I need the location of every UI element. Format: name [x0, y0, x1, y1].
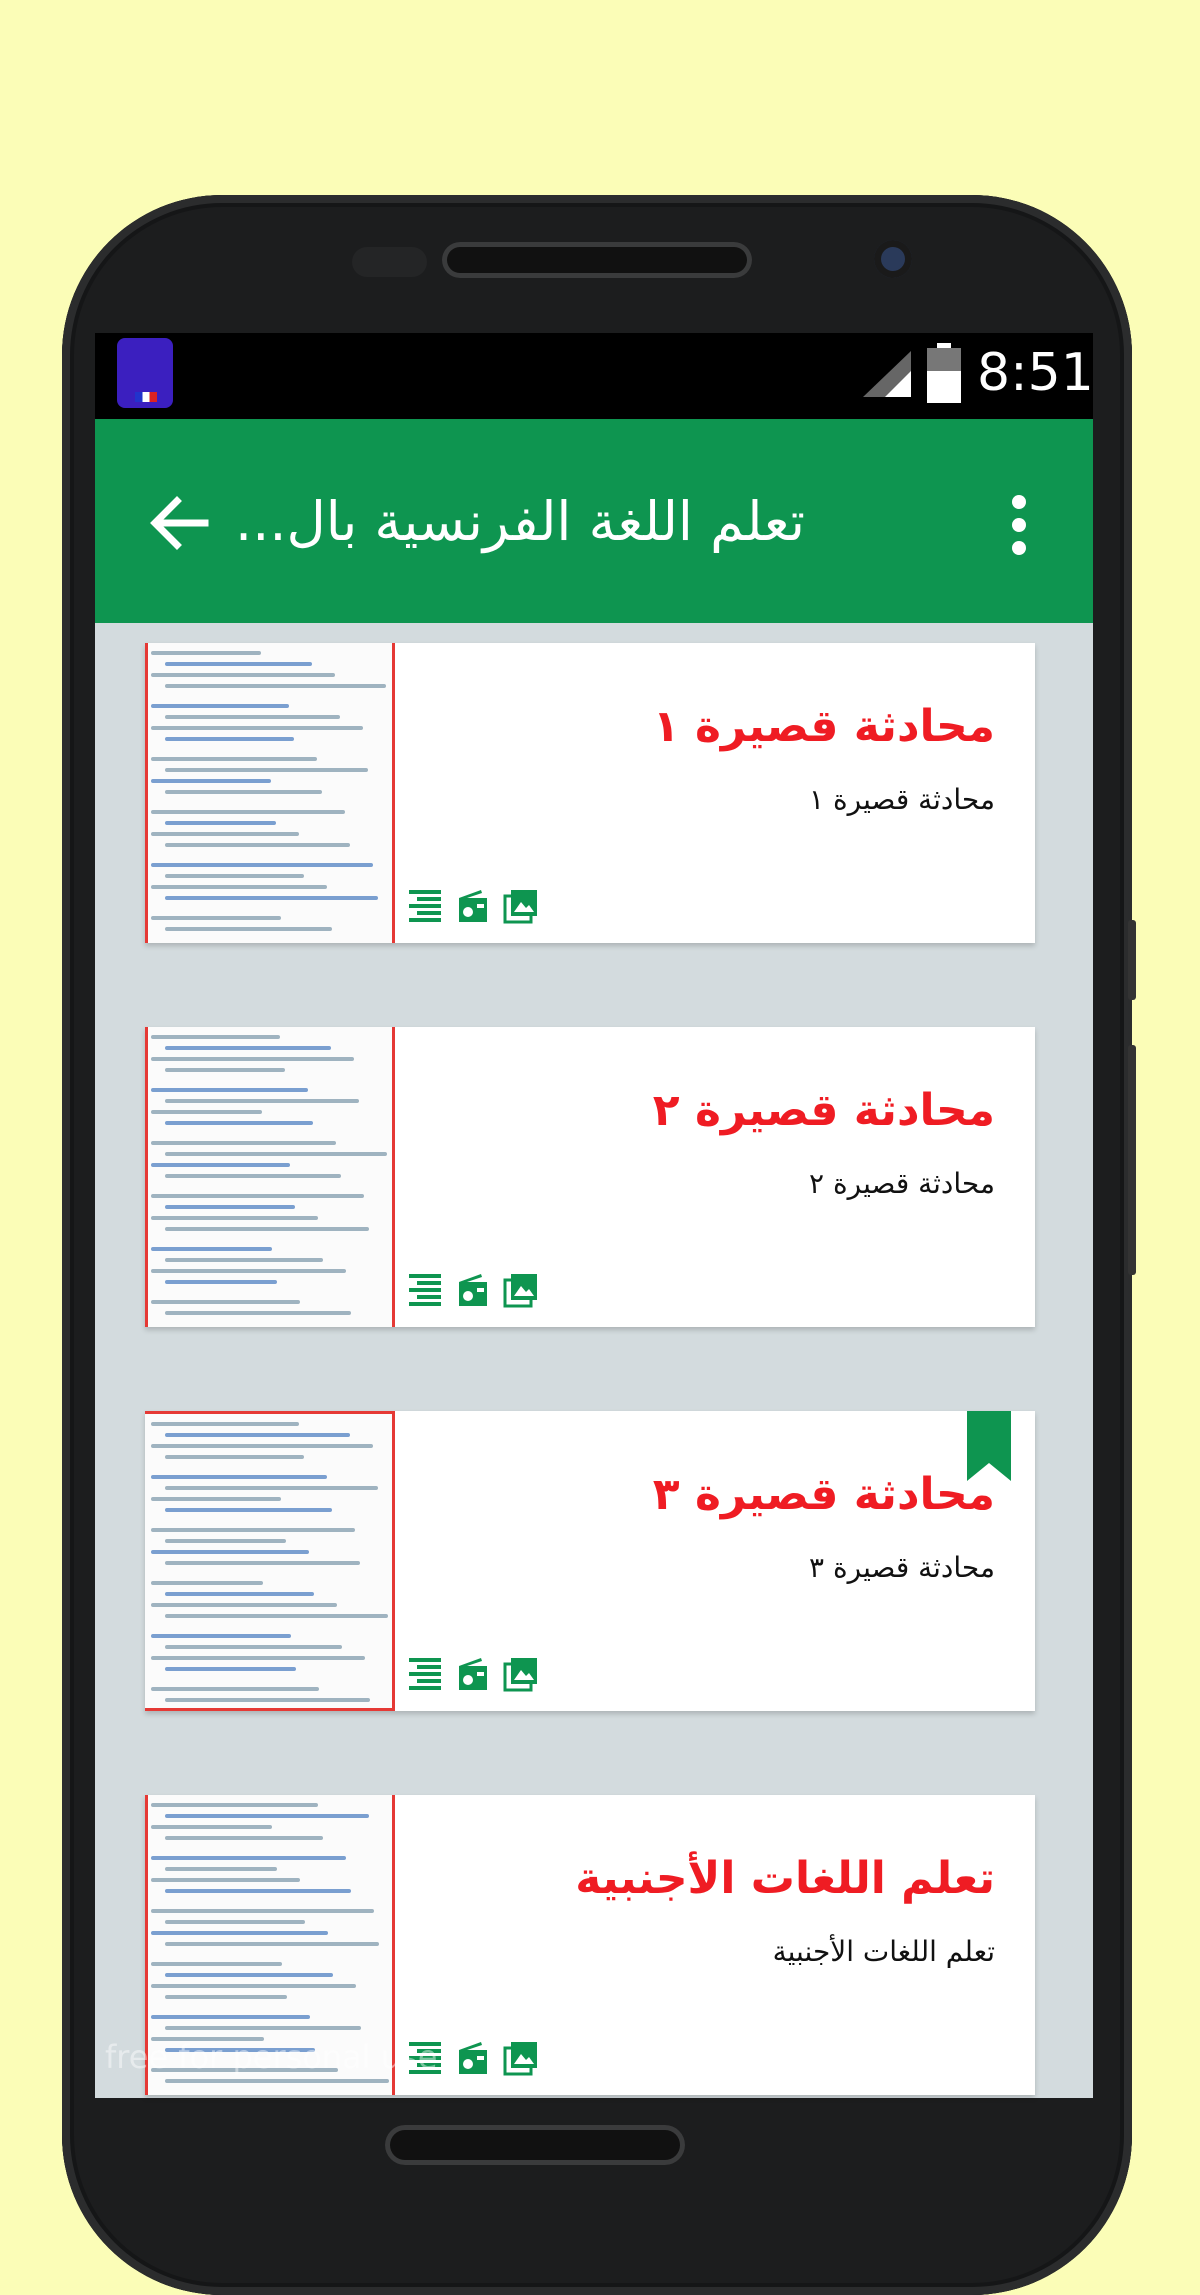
thumbnail-text-line — [151, 1803, 318, 1807]
volume-button — [1128, 1045, 1136, 1275]
status-time: 8:51 — [977, 343, 1094, 403]
signal-icon — [863, 351, 911, 397]
card-subtitle: محادثة قصيرة ٣ — [809, 1551, 995, 1584]
screen — [95, 333, 1093, 2098]
thumbnail-text-line — [165, 1455, 304, 1459]
thumbnail-text-line — [165, 1889, 351, 1893]
back-arrow-icon[interactable] — [147, 491, 211, 555]
thumbnail-text-line — [165, 1174, 341, 1178]
thumbnail-text-line — [165, 1667, 296, 1671]
thumbnail-text-line — [151, 1194, 364, 1198]
thumbnail-text-line — [151, 1110, 262, 1114]
thumbnail-text-line — [165, 1614, 388, 1618]
more-options-icon[interactable] — [1005, 489, 1033, 559]
thumbnail-text-line — [165, 1068, 285, 1072]
card-icons — [407, 888, 539, 924]
thumbnail-text-line — [165, 1539, 286, 1543]
thumbnail-image — [145, 643, 395, 943]
thumbnail-text-line — [165, 821, 276, 825]
thumbnail-text-line — [151, 1878, 300, 1882]
image-icon[interactable] — [503, 2040, 539, 2076]
thumbnail-text-line — [165, 2026, 361, 2030]
status-bar — [95, 333, 1093, 419]
thumbnail-text-line — [151, 863, 373, 867]
image-icon[interactable] — [503, 1656, 539, 1692]
thumbnail-text-line — [151, 916, 281, 920]
thumbnail-text-line — [151, 832, 299, 836]
thumbnail-text-line — [165, 1433, 350, 1437]
thumbnail-text-line — [151, 1247, 272, 1251]
thumbnail-image — [145, 1027, 395, 1327]
list-item[interactable] — [145, 643, 1035, 943]
thumbnail-text-line — [165, 2079, 389, 2083]
thumbnail-text-line — [151, 885, 327, 889]
thumbnail-text-line — [151, 1603, 337, 1607]
thumbnail-text-line — [151, 1581, 263, 1585]
side-button — [1128, 920, 1136, 1000]
thumbnail-text-line — [151, 1962, 282, 1966]
thumbnail-text-line — [165, 768, 368, 772]
thumbnail-text-line — [165, 1121, 313, 1125]
image-icon[interactable] — [503, 1272, 539, 1308]
thumbnail-text-line — [165, 790, 322, 794]
thumbnail-text-line — [151, 1687, 319, 1691]
card-title: تعلم اللغات الأجنبية — [575, 1853, 995, 1904]
thumbnail-text-line — [151, 1528, 355, 1532]
text-lines-icon[interactable] — [407, 888, 443, 924]
thumbnail-text-line — [151, 1634, 291, 1638]
card-subtitle: محادثة قصيرة ٢ — [809, 1167, 995, 1200]
radio-icon[interactable] — [455, 2040, 491, 2076]
thumbnail-text-line — [165, 1920, 305, 1924]
thumbnail-text-line — [165, 1152, 387, 1156]
thumbnail-text-line — [151, 1984, 356, 1988]
thumbnail-text-line — [151, 1550, 309, 1554]
list-item[interactable] — [145, 1411, 1035, 1711]
thumbnail-text-line — [165, 1836, 323, 1840]
card-title: محادثة قصيرة ١ — [652, 701, 995, 752]
thumbnail-text-line — [165, 684, 386, 688]
watermark: free for personal use — [105, 2038, 438, 2076]
thumbnail-text-line — [165, 874, 304, 878]
thumbnail-text-line — [151, 757, 317, 761]
thumbnail-text-line — [165, 1311, 351, 1315]
thumbnail-text-line — [151, 1163, 290, 1167]
thumbnail-text-line — [151, 1497, 281, 1501]
thumbnail-text-line — [165, 1258, 323, 1262]
thumbnail-text-line — [165, 1814, 369, 1818]
radio-icon[interactable] — [455, 1656, 491, 1692]
french-flag-icon — [135, 392, 157, 402]
thumbnail-text-line — [165, 1645, 342, 1649]
card-icons — [407, 1656, 539, 1692]
card-subtitle: محادثة قصيرة ١ — [809, 783, 995, 816]
card-title: محادثة قصيرة ٢ — [652, 1085, 995, 1136]
thumbnail-text-line — [151, 726, 363, 730]
card-subtitle: تعلم اللغات الأجنبية — [772, 1935, 995, 1968]
front-camera — [874, 240, 912, 278]
thumbnail-text-line — [165, 1561, 360, 1565]
thumbnail-text-line — [151, 1656, 365, 1660]
earpiece-speaker — [442, 242, 752, 278]
thumbnail-text-line — [165, 1942, 379, 1946]
thumbnail-text-line — [151, 1444, 373, 1448]
thumbnail-text-line — [165, 1046, 331, 1050]
app-bar — [95, 419, 1093, 623]
thumbnail-text-line — [165, 1995, 287, 1999]
thumbnail-text-line — [165, 843, 350, 847]
radio-icon[interactable] — [455, 888, 491, 924]
thumbnail-text-line — [151, 1422, 299, 1426]
thumbnail-text-line — [165, 896, 378, 900]
thumbnail-text-line — [151, 1931, 328, 1935]
sensor — [352, 247, 427, 277]
thumbnail-text-line — [165, 1099, 359, 1103]
thumbnail-text-line — [165, 1592, 314, 1596]
text-lines-icon[interactable] — [407, 1656, 443, 1692]
thumbnail-text-line — [151, 1269, 346, 1273]
thumbnail-text-line — [151, 1216, 318, 1220]
text-lines-icon[interactable] — [407, 1272, 443, 1308]
thumbnail-text-line — [151, 1300, 300, 1304]
page-title: تعلم اللغة الفرنسية بال... — [235, 490, 805, 553]
thumbnail-text-line — [151, 1141, 336, 1145]
thumbnail-text-line — [165, 1508, 332, 1512]
thumbnail-text-line — [151, 704, 289, 708]
list-item[interactable] — [145, 1027, 1035, 1327]
thumbnail-text-line — [151, 810, 345, 814]
thumbnail-text-line — [165, 1205, 295, 1209]
app-notification-icon — [117, 338, 173, 408]
radio-icon[interactable] — [455, 1272, 491, 1308]
thumbnail-text-line — [165, 1486, 378, 1490]
thumbnail-text-line — [151, 1475, 327, 1479]
thumbnail-text-line — [165, 1867, 277, 1871]
thumbnail-text-line — [165, 1973, 333, 1977]
thumbnail-text-line — [165, 662, 312, 666]
thumbnail-image — [145, 1411, 395, 1711]
card-title: محادثة قصيرة ٣ — [652, 1469, 995, 1520]
thumbnail-text-line — [165, 1280, 277, 1284]
thumbnail-text-line — [165, 927, 332, 931]
card-icons — [407, 1272, 539, 1308]
thumbnail-text-line — [165, 1698, 370, 1702]
thumbnail-text-line — [165, 1227, 369, 1231]
thumbnail-text-line — [151, 2015, 310, 2019]
thumbnail-text-line — [151, 673, 335, 677]
thumbnail-text-line — [151, 651, 261, 655]
thumbnail-text-line — [151, 1909, 374, 1913]
thumbnail-text-line — [151, 1035, 280, 1039]
thumbnail-text-line — [151, 779, 271, 783]
bottom-speaker — [385, 2125, 685, 2165]
thumbnail-text-line — [151, 1825, 272, 1829]
thumbnail-text-line — [151, 1057, 354, 1061]
battery-icon — [927, 343, 961, 403]
image-icon[interactable] — [503, 888, 539, 924]
thumbnail-text-line — [151, 1856, 346, 1860]
thumbnail-text-line — [151, 1088, 308, 1092]
thumbnail-text-line — [165, 737, 294, 741]
thumbnail-text-line — [165, 715, 340, 719]
